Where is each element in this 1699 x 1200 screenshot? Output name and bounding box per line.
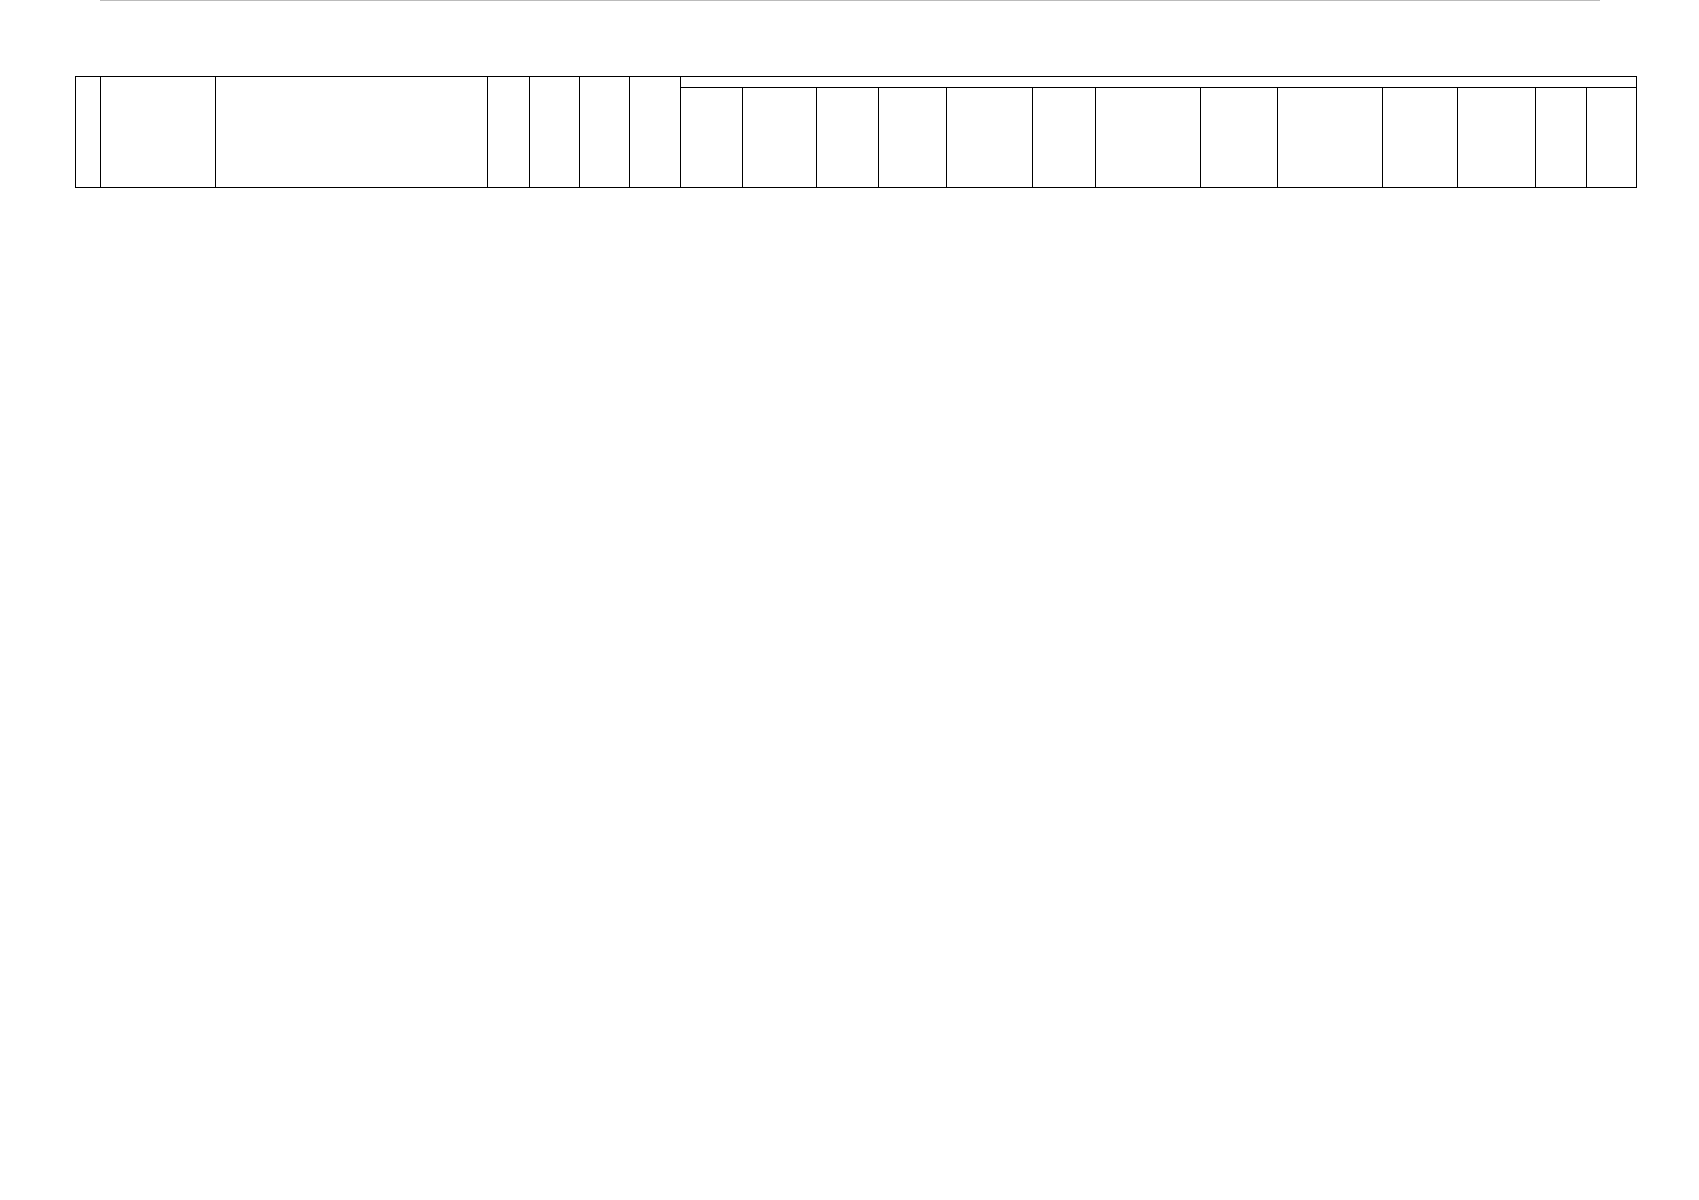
col-header-district [101,77,216,188]
col-header-work [1536,88,1586,188]
col-header-work [1033,88,1096,188]
col-header-work [1200,88,1277,188]
col-header-works-group [680,77,1636,88]
col-header-work [1095,88,1200,188]
col-header-work [947,88,1033,188]
col-header-work [1586,88,1637,188]
col-header-work [680,88,743,188]
col-header-work [1277,88,1382,188]
col-header-total-area [530,77,580,188]
col-header-year [488,77,530,188]
col-header-work [879,88,947,188]
page-top-rule [100,0,1600,1]
col-header-work [816,88,879,188]
col-header-work [1382,88,1457,188]
col-header-work [1457,88,1535,188]
col-header-nonres-area [630,77,680,188]
col-header-living-area [580,77,630,188]
capital-repair-table [75,76,1637,188]
col-header-address [216,77,488,188]
header-row-group [76,77,1637,88]
col-header-num [76,77,101,188]
col-header-work [743,88,816,188]
